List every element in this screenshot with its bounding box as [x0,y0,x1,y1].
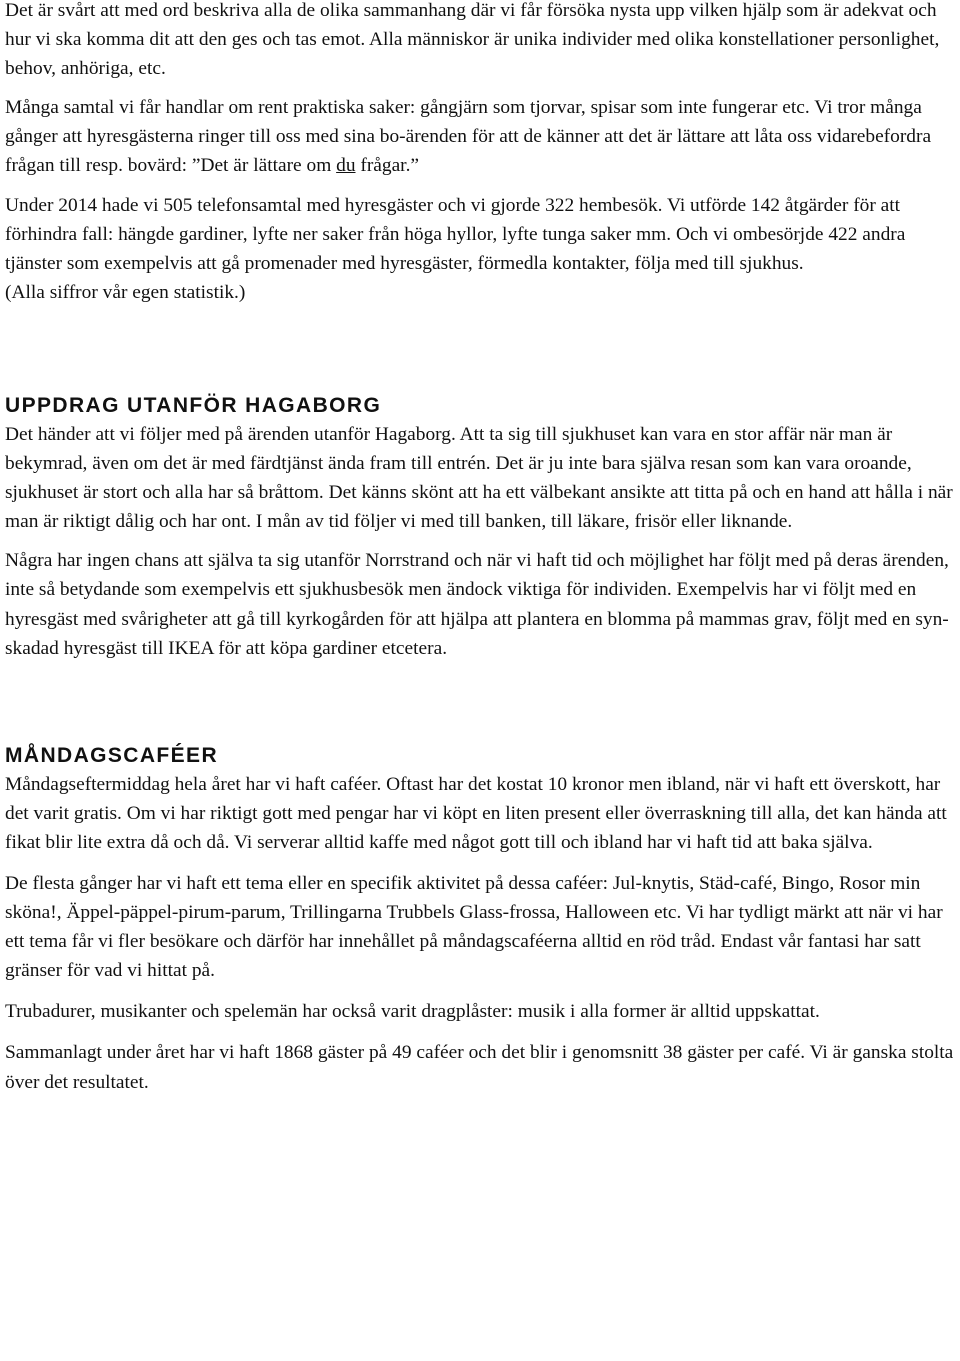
intro-paragraph-2-text: Många samtal vi får handlar om rent praktiska saker: gångjärn som tjorvar, spisar som inte fungerar etc. Vi tror många gånger att hyresgästerna ringer till oss med sina bo-ärenden för att de känner att det är lättare att låta oss vidarebefordra frågan till resp. bovärd: ”Det är lättare om [5,97,932,177]
statistics-paragraph: Under 2014 hade vi 505 telefonsamtal med hyresgäster och vi gjorde 322 hembesök. Vi utförde 142 åtgärder för att förhindra fall: hängde gardiner, lyfte ner saker från höga hyllor, lyfte tunga saker mm. Och vi ombesörjde 422 andra tjänster som exempelvis att gå promenader med hyresgäster, förmedla kontakter, följa med till sjukhus. (Alla siffror vår egen statistik.) [5,194,906,303]
section-heading-hagaborg: UPPDRAG UTANFÖR HAGABORG [5,393,382,417]
cafe-paragraph-4: Sammanlagt under året har vi haft 1868 gäster på 49 caféer och det blir i genomsnitt 38 gäster per café. Vi är ganska stolta över det resultatet. [5,1042,954,1093]
section-heading-cafe: MÅNDAGSCAFÉER [5,743,219,767]
intro-paragraph-1: Det är svårt att med ord beskriva alla de olika sammanhang där vi får försöka nysta upp vilken hjälp som är adekvat och hur vi ska komma dit att den ges och tas emot. Alla människor är unika individer med olika konstellationer personlighet, behov, anhöriga, etc. [5,0,940,80]
underlined-word: du [336,155,356,177]
cafe-paragraph-3: Trubadurer, musikanter och spelemän har också varit dragplåster: musik i alla former är alltid uppskattat. [5,1001,820,1023]
cafe-paragraph-1: Måndagseftermiddag hela året har vi haft caféer. Oftast har det kostat 10 kronor men ibland, när vi haft ett överskott, har det varit gratis. Om vi har riktigt gott med pengar har vi köpt en liten present eller överraskning till alla, det kan hända att fikat blir lite extra då och då. Vi serverar alltid kaffe med något gott till och ibland har vi haft tid att baka själva. [5,773,947,853]
intro-paragraph-2-end: frågar.” [355,155,420,177]
cafe-paragraph-2: De flesta gånger har vi haft ett tema eller en specifik aktivitet på dessa caféer: Jul-knytis, Städ-café, Bingo, Rosor min sköna!, Äppel-päppel-pirum-parum, Trillingarna Trubbels Glass-frossa, Halloween etc. Vi har tydligt märkt att när vi har ett tema får vi fler besökare och därför har innehållet på måndagscaféerna alltid en röd tråd. Endast vår fantasi har satt gränser för vad vi hittat på. [5,872,943,982]
hagaborg-paragraph-2: Några har ingen chans att själva ta sig utanför Norrstrand och när vi haft tid och möjlighet har följt med på deras ärenden, inte så betydande som exempelvis ett sjukhusbesök men ändock viktiga för individen. Exempelvis har vi följt med en hyresgäst med svårigheter att gå till kyrkogården för att hjälpa att plantera en blomma på mammas grav, följt med en syn-skadad hyresgäst till IKEA för att köpa gardiner etcetera. [5,550,949,659]
intro-paragraph-2 [5,93,954,180]
section-spacer [5,307,954,391]
section-spacer [5,663,954,741]
hagaborg-paragraph-1: Det händer att vi följer med på ärenden utanför Hagaborg. Att ta sig till sjukhuset kan vara en stor affär när man är bekymrad, även om det är med färdtjänst ända fram till entrén. Det är ju inte bara själva resan som kan vara oroande, sjukhuset är stort och alla har så bråttom. Det känns skönt att ha ett välbekant ansikte att titta på och en hand att hålla i när man är riktigt dålig och har ont. I mån av tid följer vi med till banken, till läkare, frisör eller liknande. [5,423,953,533]
